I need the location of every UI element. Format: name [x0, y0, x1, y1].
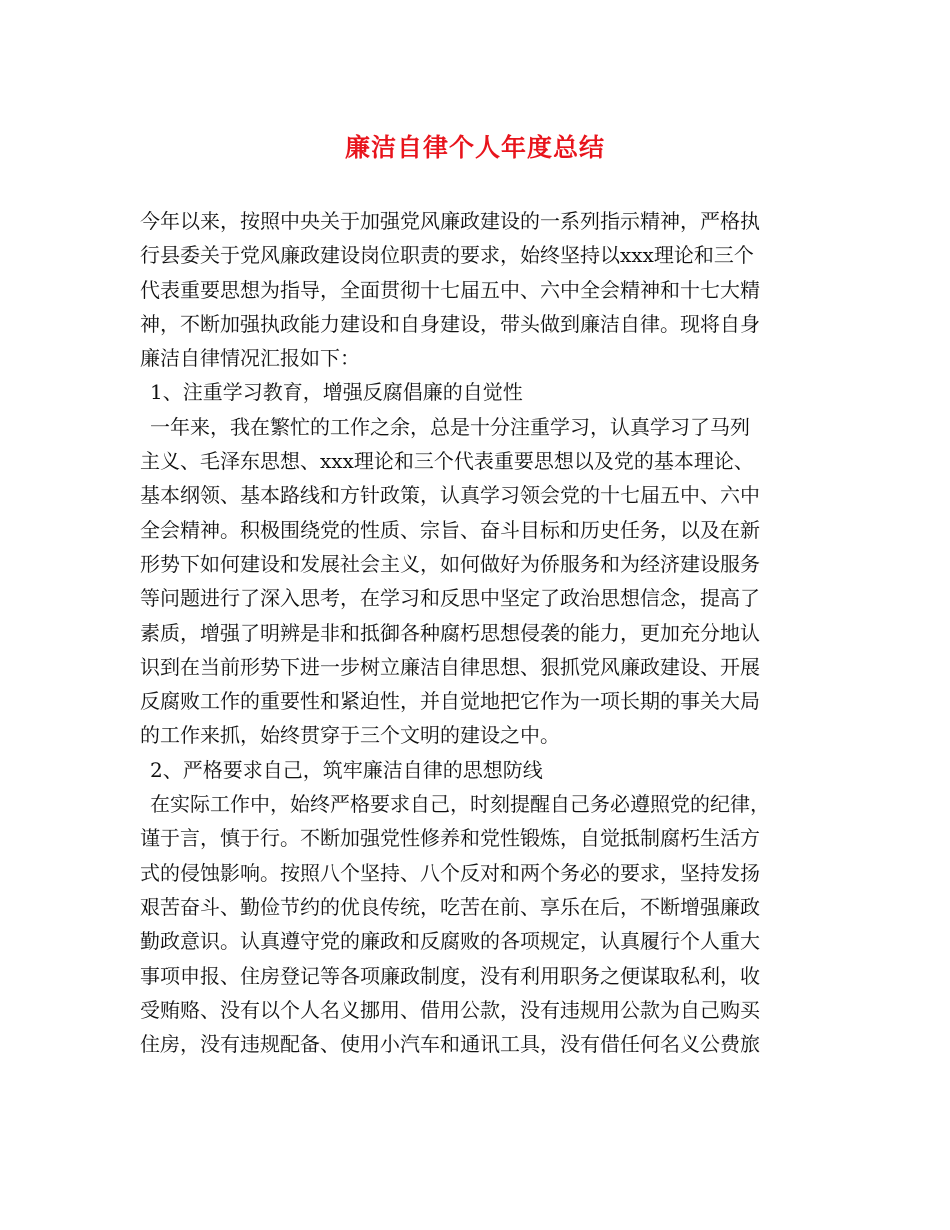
- body-line: 反腐败工作的重要性和紧迫性，并自觉地把它作为一项长期的事关大局: [140, 689, 760, 714]
- body-line: 的工作来抓，始终贯穿于三个文明的建设之中。: [140, 723, 560, 748]
- body-line: 等问题进行了深入思考，在学习和反思中坚定了政治思想信念，提高了: [140, 586, 760, 611]
- body-line: 一年来，我在繁忙的工作之余，总是十分注重学习，认真学习了马列: [150, 414, 750, 439]
- body-line: 住房，没有违规配备、使用小汽车和通讯工具，没有借任何名义公费旅: [140, 1032, 760, 1057]
- body-line: 代表重要思想为指导，全面贯彻十七届五中、六中全会精神和十七大精: [140, 277, 760, 302]
- body-line: 受贿赂、没有以个人名义挪用、借用公款，没有违规用公款为自己购买: [140, 997, 760, 1022]
- body-line: 式的侵蚀影响。按照八个坚持、八个反对和两个务必的要求，坚持发扬: [140, 860, 760, 885]
- body-line: 今年以来，按照中央关于加强党风廉政建设的一系列指示精神，严格执: [140, 209, 760, 233]
- body-line: 廉洁自律情况汇报如下：: [140, 346, 360, 371]
- body-line: 神，不断加强执政能力建设和自身建设，带头做到廉洁自律。现将自身: [140, 311, 760, 336]
- body-line: 素质，增强了明辨是非和抵御各种腐朽思想侵袭的能力，更加充分地认: [140, 620, 760, 645]
- body-line: 形势下如何建设和发展社会主义，如何做好为侨服务和为经济建设服务: [140, 551, 760, 576]
- body-line: 在实际工作中，始终严格要求自己，时刻提醒自己务必遵照党的纪律，: [150, 792, 770, 817]
- body-line: 主义、毛泽东思想、xxx理论和三个代表重要思想以及党的基本理论、: [140, 449, 754, 474]
- body-line: 识到在当前形势下进一步树立廉洁自律思想、狠抓党风廉政建设、开展: [140, 654, 760, 679]
- document-body: [140, 204, 820, 1061]
- body-line: 谨于言，慎于行。不断加强党性修养和党性锻炼，自觉抵制腐朽生活方: [140, 826, 760, 851]
- body-line: 行县委关于党风廉政建设岗位职责的要求，始终坚持以xxx理论和三个: [140, 243, 754, 268]
- document-title: 廉洁自律个人年度总结: [344, 133, 605, 162]
- section-heading-1: 1、注重学习教育，增强反腐倡廉的自觉性: [150, 380, 523, 405]
- body-line: 艰苦奋斗、勤俭节约的优良传统，吃苦在前、享乐在后，不断增强廉政: [140, 894, 760, 919]
- body-line: 事项申报、住房登记等各项廉政制度，没有利用职务之便谋取私利，收: [140, 963, 760, 988]
- body-line: 基本纲领、基本路线和方针政策，认真学习领会党的十七届五中、六中: [140, 483, 760, 508]
- section-heading-2: 2、严格要求自己，筑牢廉洁自律的思想防线: [150, 757, 543, 782]
- body-line: 勤政意识。认真遵守党的廉政和反腐败的各项规定，认真履行个人重大: [140, 929, 760, 954]
- body-line: 全会精神。积极围绕党的性质、宗旨、奋斗目标和历史任务，以及在新: [140, 517, 760, 542]
